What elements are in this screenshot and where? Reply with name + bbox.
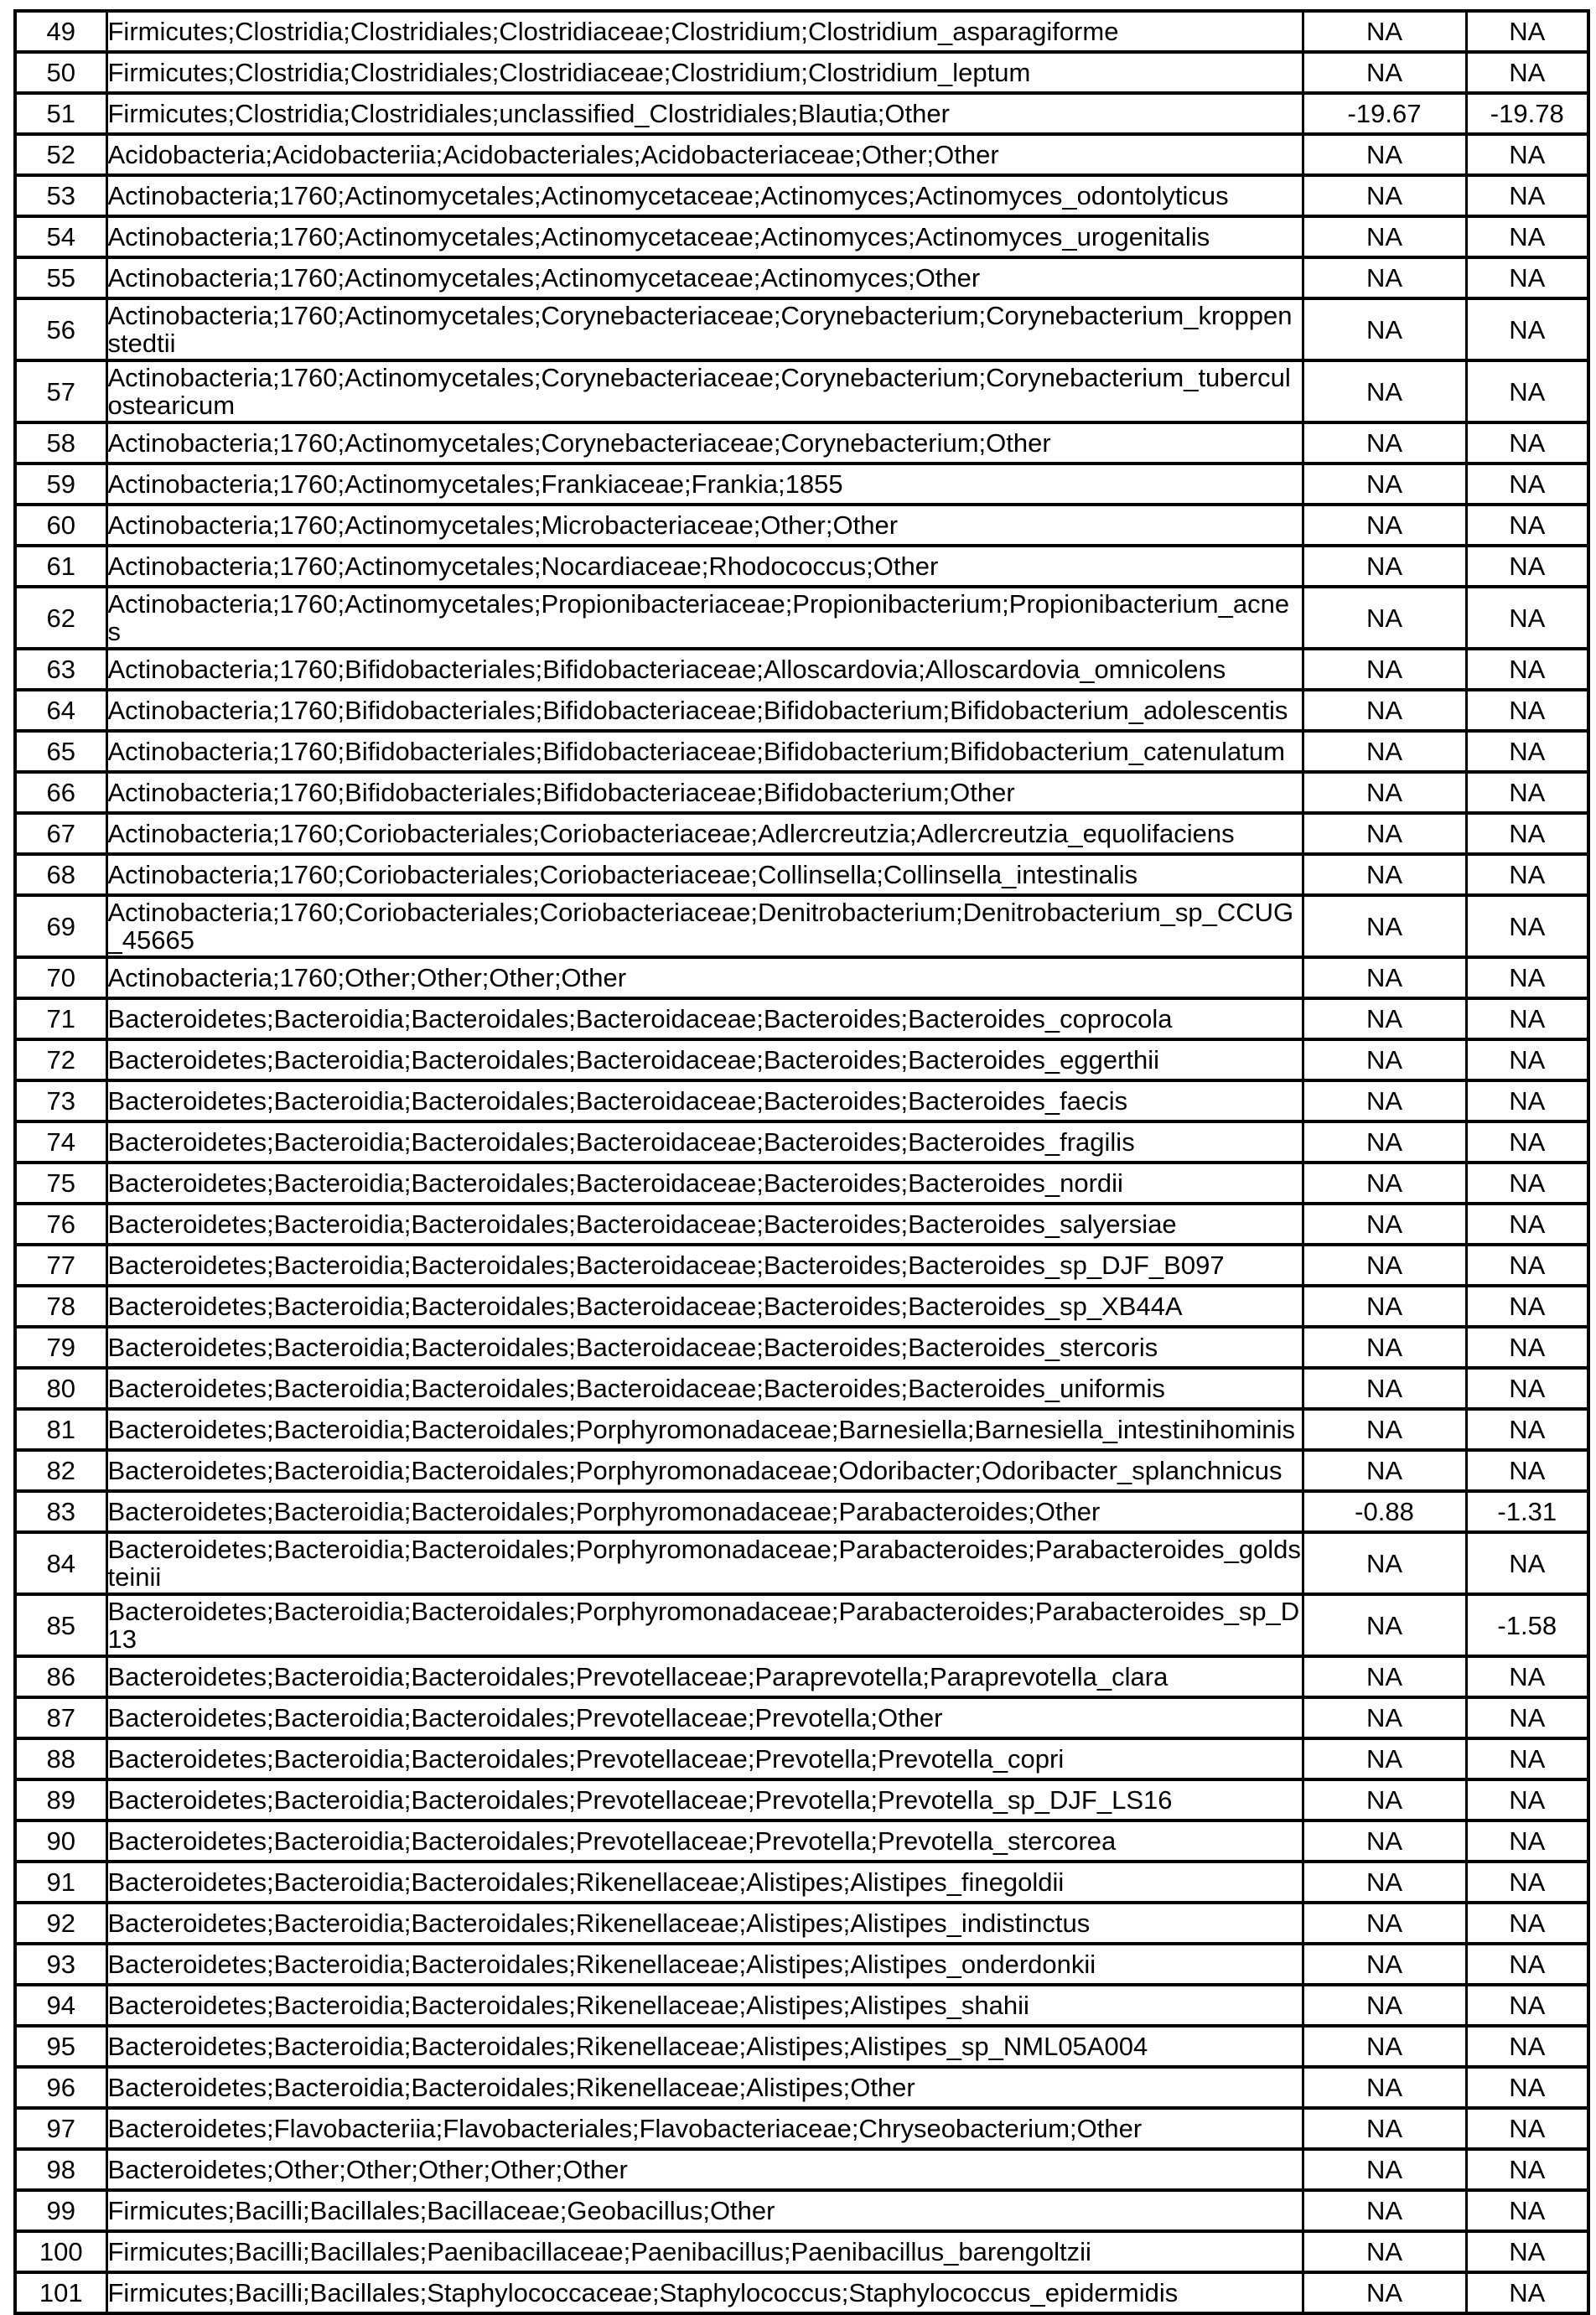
table-row xyxy=(15,360,1588,422)
table-row xyxy=(15,1368,1588,1409)
value-2-cell: NA xyxy=(1466,587,1588,649)
taxonomy-cell: Actinobacteria;1760;Bifidobacteriales;Bifidobacteriaceae;Bifidobacterium;Bifidobacterium_catenulatum xyxy=(106,731,1303,772)
table-row xyxy=(15,1039,1588,1080)
value-1-cell: NA xyxy=(1303,854,1466,895)
taxonomy-cell: Firmicutes;Bacilli;Bacillales;Staphylococcaceae;Staphylococcus;Staphylococcus_epidermidis xyxy=(106,2272,1303,2313)
table-row xyxy=(15,1204,1588,1245)
taxonomy-cell: Actinobacteria;1760;Actinomycetales;Actinomycetaceae;Actinomyces;Actinomyces_odontolyticus xyxy=(106,175,1303,216)
table-row xyxy=(15,2026,1588,2067)
row-number-cell: 60 xyxy=(15,505,106,546)
taxonomy-cell: Actinobacteria;1760;Actinomycetales;Propionibacteriaceae;Propionibacterium;Propionibacterium_acnes xyxy=(106,587,1303,649)
row-number-cell: 88 xyxy=(15,1738,106,1779)
value-1-cell: NA xyxy=(1303,1121,1466,1163)
table-row xyxy=(15,2231,1588,2272)
taxonomy-cell: Bacteroidetes;Bacteroidia;Bacteroidales;Bacteroidaceae;Bacteroides;Bacteroides_faecis xyxy=(106,1080,1303,1121)
taxonomy-cell: Bacteroidetes;Bacteroidia;Bacteroidales;Rikenellaceae;Alistipes;Alistipes_shahii xyxy=(106,1985,1303,2026)
value-1-cell: NA xyxy=(1303,1738,1466,1779)
row-number-cell: 65 xyxy=(15,731,106,772)
value-1-cell: NA xyxy=(1303,2026,1466,2067)
value-2-cell: NA xyxy=(1466,175,1588,216)
taxonomy-cell: Bacteroidetes;Bacteroidia;Bacteroidales;Porphyromonadaceae;Barnesiella;Barnesiella_intestinihominis xyxy=(106,1409,1303,1450)
taxonomy-cell: Actinobacteria;1760;Bifidobacteriales;Bifidobacteriaceae;Bifidobacterium;Other xyxy=(106,772,1303,813)
taxonomy-cell: Bacteroidetes;Bacteroidia;Bacteroidales;Prevotellaceae;Prevotella;Prevotella_sp_DJF_LS16 xyxy=(106,1779,1303,1820)
taxonomy-cell: Firmicutes;Bacilli;Bacillales;Paenibacillaceae;Paenibacillus;Paenibacillus_barengoltzii xyxy=(106,2231,1303,2272)
value-2-cell: NA xyxy=(1466,1656,1588,1697)
taxonomy-cell: Firmicutes;Bacilli;Bacillales;Bacillaceae;Geobacillus;Other xyxy=(106,2190,1303,2231)
value-1-cell: NA xyxy=(1303,257,1466,298)
value-1-cell: NA xyxy=(1303,175,1466,216)
value-1-cell: NA xyxy=(1303,1697,1466,1738)
row-number-cell: 97 xyxy=(15,2108,106,2149)
value-2-cell: NA xyxy=(1466,649,1588,690)
row-number-cell: 70 xyxy=(15,957,106,998)
row-number-cell: 91 xyxy=(15,1862,106,1903)
row-number-cell: 59 xyxy=(15,464,106,505)
value-1-cell: NA xyxy=(1303,1944,1466,1985)
taxonomy-cell: Bacteroidetes;Bacteroidia;Bacteroidales;Porphyromonadaceae;Parabacteroides;Other xyxy=(106,1491,1303,1532)
value-2-cell: NA xyxy=(1466,1450,1588,1491)
value-2-cell: NA xyxy=(1466,1163,1588,1204)
value-1-cell: NA xyxy=(1303,11,1466,52)
value-2-cell: -19.78 xyxy=(1466,93,1588,134)
table-row xyxy=(15,1080,1588,1121)
row-number-cell: 77 xyxy=(15,1245,106,1286)
value-2-cell: NA xyxy=(1466,1532,1588,1594)
taxonomy-cell: Bacteroidetes;Bacteroidia;Bacteroidales;Bacteroidaceae;Bacteroides;Bacteroides_uniformis xyxy=(106,1368,1303,1409)
value-2-cell: -1.31 xyxy=(1466,1491,1588,1532)
taxonomy-cell: Actinobacteria;1760;Bifidobacteriales;Bifidobacteriaceae;Alloscardovia;Alloscardovia_omnicolens xyxy=(106,649,1303,690)
taxonomy-cell: Bacteroidetes;Bacteroidia;Bacteroidales;Prevotellaceae;Prevotella;Prevotella_copri xyxy=(106,1738,1303,1779)
taxonomy-cell: Actinobacteria;1760;Coriobacteriales;Coriobacteriaceae;Denitrobacterium;Denitrobacterium_sp_CCUG_45665 xyxy=(106,895,1303,957)
value-2-cell: NA xyxy=(1466,1697,1588,1738)
row-number-cell: 73 xyxy=(15,1080,106,1121)
row-number-cell: 68 xyxy=(15,854,106,895)
table-row xyxy=(15,2272,1588,2313)
row-number-cell: 64 xyxy=(15,690,106,731)
table-row xyxy=(15,1594,1588,1656)
taxonomy-cell: Actinobacteria;1760;Actinomycetales;Actinomycetaceae;Actinomyces;Other xyxy=(106,257,1303,298)
value-2-cell: NA xyxy=(1466,772,1588,813)
value-1-cell: NA xyxy=(1303,1594,1466,1656)
value-2-cell: NA xyxy=(1466,134,1588,175)
taxonomy-table xyxy=(13,9,1590,2315)
value-2-cell: NA xyxy=(1466,2108,1588,2149)
table-row xyxy=(15,134,1588,175)
row-number-cell: 51 xyxy=(15,93,106,134)
value-1-cell: NA xyxy=(1303,1409,1466,1450)
value-1-cell: NA xyxy=(1303,1450,1466,1491)
row-number-cell: 94 xyxy=(15,1985,106,2026)
table-row xyxy=(15,93,1588,134)
value-1-cell: NA xyxy=(1303,360,1466,422)
value-1-cell: NA xyxy=(1303,772,1466,813)
value-1-cell: NA xyxy=(1303,813,1466,854)
value-2-cell: -1.58 xyxy=(1466,1594,1588,1656)
row-number-cell: 99 xyxy=(15,2190,106,2231)
value-2-cell: NA xyxy=(1466,731,1588,772)
value-2-cell: NA xyxy=(1466,957,1588,998)
table-row xyxy=(15,1985,1588,2026)
table-row xyxy=(15,854,1588,895)
table-row xyxy=(15,998,1588,1039)
value-2-cell: NA xyxy=(1466,505,1588,546)
value-2-cell: NA xyxy=(1466,813,1588,854)
value-1-cell: NA xyxy=(1303,998,1466,1039)
value-1-cell: NA xyxy=(1303,422,1466,464)
row-number-cell: 69 xyxy=(15,895,106,957)
value-2-cell: NA xyxy=(1466,1327,1588,1368)
taxonomy-cell: Bacteroidetes;Flavobacteriia;Flavobacteriales;Flavobacteriaceae;Chryseobacterium;Other xyxy=(106,2108,1303,2149)
value-1-cell: -0.88 xyxy=(1303,1491,1466,1532)
value-2-cell: NA xyxy=(1466,1903,1588,1944)
taxonomy-cell: Actinobacteria;1760;Actinomycetales;Nocardiaceae;Rhodococcus;Other xyxy=(106,546,1303,587)
row-number-cell: 90 xyxy=(15,1820,106,1862)
value-2-cell: NA xyxy=(1466,1121,1588,1163)
taxonomy-cell: Actinobacteria;1760;Actinomycetales;Corynebacteriaceae;Corynebacterium;Other xyxy=(106,422,1303,464)
value-2-cell: NA xyxy=(1466,1409,1588,1450)
table-row xyxy=(15,1532,1588,1594)
value-1-cell: -19.67 xyxy=(1303,93,1466,134)
taxonomy-cell: Bacteroidetes;Bacteroidia;Bacteroidales;Bacteroidaceae;Bacteroides;Bacteroides_fragilis xyxy=(106,1121,1303,1163)
value-2-cell: NA xyxy=(1466,1286,1588,1327)
value-1-cell: NA xyxy=(1303,957,1466,998)
value-1-cell: NA xyxy=(1303,649,1466,690)
table-row xyxy=(15,1450,1588,1491)
value-2-cell: NA xyxy=(1466,422,1588,464)
value-2-cell: NA xyxy=(1466,1245,1588,1286)
table-row xyxy=(15,422,1588,464)
value-1-cell: NA xyxy=(1303,1039,1466,1080)
value-2-cell: NA xyxy=(1466,998,1588,1039)
row-number-cell: 78 xyxy=(15,1286,106,1327)
value-1-cell: NA xyxy=(1303,1163,1466,1204)
value-2-cell: NA xyxy=(1466,11,1588,52)
taxonomy-cell: Actinobacteria;1760;Coriobacteriales;Coriobacteriaceae;Collinsella;Collinsella_intestinalis xyxy=(106,854,1303,895)
taxonomy-cell: Actinobacteria;1760;Coriobacteriales;Coriobacteriaceae;Adlercreutzia;Adlercreutzia_equolifaciens xyxy=(106,813,1303,854)
table-row xyxy=(15,11,1588,52)
value-1-cell: NA xyxy=(1303,464,1466,505)
row-number-cell: 80 xyxy=(15,1368,106,1409)
table-row xyxy=(15,2190,1588,2231)
row-number-cell: 95 xyxy=(15,2026,106,2067)
row-number-cell: 67 xyxy=(15,813,106,854)
row-number-cell: 96 xyxy=(15,2067,106,2108)
table-row xyxy=(15,1820,1588,1862)
row-number-cell: 76 xyxy=(15,1204,106,1245)
row-number-cell: 100 xyxy=(15,2231,106,2272)
value-1-cell: NA xyxy=(1303,1820,1466,1862)
value-1-cell: NA xyxy=(1303,1327,1466,1368)
value-1-cell: NA xyxy=(1303,1779,1466,1820)
value-2-cell: NA xyxy=(1466,1820,1588,1862)
value-1-cell: NA xyxy=(1303,1245,1466,1286)
value-1-cell: NA xyxy=(1303,2067,1466,2108)
row-number-cell: 101 xyxy=(15,2272,106,2313)
taxonomy-cell: Acidobacteria;Acidobacteriia;Acidobacteriales;Acidobacteriaceae;Other;Other xyxy=(106,134,1303,175)
table-row xyxy=(15,546,1588,587)
table-row xyxy=(15,957,1588,998)
value-1-cell: NA xyxy=(1303,1080,1466,1121)
value-1-cell: NA xyxy=(1303,2231,1466,2272)
table-row xyxy=(15,1409,1588,1450)
row-number-cell: 74 xyxy=(15,1121,106,1163)
table-row xyxy=(15,1738,1588,1779)
value-1-cell: NA xyxy=(1303,2108,1466,2149)
table-row xyxy=(15,1903,1588,1944)
row-number-cell: 89 xyxy=(15,1779,106,1820)
row-number-cell: 49 xyxy=(15,11,106,52)
value-1-cell: NA xyxy=(1303,1656,1466,1697)
table-row xyxy=(15,1779,1588,1820)
row-number-cell: 87 xyxy=(15,1697,106,1738)
taxonomy-cell: Bacteroidetes;Bacteroidia;Bacteroidales;Bacteroidaceae;Bacteroides;Bacteroides_stercoris xyxy=(106,1327,1303,1368)
taxonomy-cell: Bacteroidetes;Bacteroidia;Bacteroidales;Bacteroidaceae;Bacteroides;Bacteroides_nordii xyxy=(106,1163,1303,1204)
table-row xyxy=(15,1697,1588,1738)
value-1-cell: NA xyxy=(1303,298,1466,360)
row-number-cell: 57 xyxy=(15,360,106,422)
taxonomy-cell: Bacteroidetes;Bacteroidia;Bacteroidales;Prevotellaceae;Paraprevotella;Paraprevotella_clara xyxy=(106,1656,1303,1697)
value-2-cell: NA xyxy=(1466,1039,1588,1080)
table-body xyxy=(15,11,1588,2313)
value-2-cell: NA xyxy=(1466,1985,1588,2026)
table-row xyxy=(15,731,1588,772)
value-2-cell: NA xyxy=(1466,1368,1588,1409)
row-number-cell: 81 xyxy=(15,1409,106,1450)
taxonomy-cell: Bacteroidetes;Bacteroidia;Bacteroidales;Bacteroidaceae;Bacteroides;Bacteroides_eggerthii xyxy=(106,1039,1303,1080)
value-2-cell: NA xyxy=(1466,2149,1588,2190)
value-2-cell: NA xyxy=(1466,216,1588,257)
value-2-cell: NA xyxy=(1466,2190,1588,2231)
row-number-cell: 82 xyxy=(15,1450,106,1491)
taxonomy-cell: Actinobacteria;1760;Actinomycetales;Microbacteriaceae;Other;Other xyxy=(106,505,1303,546)
table-row xyxy=(15,1944,1588,1985)
value-2-cell: NA xyxy=(1466,1738,1588,1779)
value-2-cell: NA xyxy=(1466,2026,1588,2067)
row-number-cell: 85 xyxy=(15,1594,106,1656)
table-row xyxy=(15,1656,1588,1697)
row-number-cell: 98 xyxy=(15,2149,106,2190)
value-2-cell: NA xyxy=(1466,298,1588,360)
table-row xyxy=(15,813,1588,854)
taxonomy-cell: Bacteroidetes;Bacteroidia;Bacteroidales;Bacteroidaceae;Bacteroides;Bacteroides_sp_DJF_B097 xyxy=(106,1245,1303,1286)
value-2-cell: NA xyxy=(1466,257,1588,298)
value-1-cell: NA xyxy=(1303,1368,1466,1409)
value-2-cell: NA xyxy=(1466,2067,1588,2108)
value-1-cell: NA xyxy=(1303,690,1466,731)
table-row xyxy=(15,1491,1588,1532)
value-1-cell: NA xyxy=(1303,134,1466,175)
taxonomy-cell: Actinobacteria;1760;Other;Other;Other;Other xyxy=(106,957,1303,998)
taxonomy-cell: Bacteroidetes;Bacteroidia;Bacteroidales;Rikenellaceae;Alistipes;Other xyxy=(106,2067,1303,2108)
value-2-cell: NA xyxy=(1466,2231,1588,2272)
taxonomy-cell: Actinobacteria;1760;Bifidobacteriales;Bifidobacteriaceae;Bifidobacterium;Bifidobacterium_adolescentis xyxy=(106,690,1303,731)
value-1-cell: NA xyxy=(1303,731,1466,772)
taxonomy-cell: Firmicutes;Clostridia;Clostridiales;Clostridiaceae;Clostridium;Clostridium_asparagiforme xyxy=(106,11,1303,52)
taxonomy-cell: Firmicutes;Clostridia;Clostridiales;Clostridiaceae;Clostridium;Clostridium_leptum xyxy=(106,52,1303,93)
taxonomy-cell: Actinobacteria;1760;Actinomycetales;Corynebacteriaceae;Corynebacterium;Corynebacterium_kroppenstedtii xyxy=(106,298,1303,360)
row-number-cell: 62 xyxy=(15,587,106,649)
table-row xyxy=(15,1245,1588,1286)
value-1-cell: NA xyxy=(1303,587,1466,649)
table-row xyxy=(15,464,1588,505)
row-number-cell: 92 xyxy=(15,1903,106,1944)
taxonomy-cell: Bacteroidetes;Bacteroidia;Bacteroidales;Prevotellaceae;Prevotella;Other xyxy=(106,1697,1303,1738)
value-1-cell: NA xyxy=(1303,1532,1466,1594)
table-row xyxy=(15,587,1588,649)
row-number-cell: 93 xyxy=(15,1944,106,1985)
row-number-cell: 58 xyxy=(15,422,106,464)
table-row xyxy=(15,649,1588,690)
value-1-cell: NA xyxy=(1303,216,1466,257)
taxonomy-cell: Bacteroidetes;Bacteroidia;Bacteroidales;Porphyromonadaceae;Parabacteroides;Parabacteroides_goldsteinii xyxy=(106,1532,1303,1594)
value-1-cell: NA xyxy=(1303,2272,1466,2313)
taxonomy-cell: Actinobacteria;1760;Actinomycetales;Corynebacteriaceae;Corynebacterium;Corynebacterium_tuberculostearicum xyxy=(106,360,1303,422)
taxonomy-cell: Firmicutes;Clostridia;Clostridiales;unclassified_Clostridiales;Blautia;Other xyxy=(106,93,1303,134)
table-row xyxy=(15,690,1588,731)
taxonomy-cell: Bacteroidetes;Other;Other;Other;Other;Other xyxy=(106,2149,1303,2190)
value-1-cell: NA xyxy=(1303,2190,1466,2231)
value-2-cell: NA xyxy=(1466,1862,1588,1903)
table-row xyxy=(15,1862,1588,1903)
row-number-cell: 84 xyxy=(15,1532,106,1594)
row-number-cell: 75 xyxy=(15,1163,106,1204)
value-1-cell: NA xyxy=(1303,1204,1466,1245)
taxonomy-cell: Bacteroidetes;Bacteroidia;Bacteroidales;Rikenellaceae;Alistipes;Alistipes_indistinctus xyxy=(106,1903,1303,1944)
table-row xyxy=(15,257,1588,298)
table-row xyxy=(15,772,1588,813)
value-1-cell: NA xyxy=(1303,505,1466,546)
table-row xyxy=(15,2067,1588,2108)
value-1-cell: NA xyxy=(1303,1903,1466,1944)
value-2-cell: NA xyxy=(1466,52,1588,93)
value-1-cell: NA xyxy=(1303,52,1466,93)
value-2-cell: NA xyxy=(1466,895,1588,957)
value-2-cell: NA xyxy=(1466,854,1588,895)
value-2-cell: NA xyxy=(1466,1779,1588,1820)
value-1-cell: NA xyxy=(1303,1286,1466,1327)
table-row xyxy=(15,1121,1588,1163)
value-2-cell: NA xyxy=(1466,690,1588,731)
value-2-cell: NA xyxy=(1466,1080,1588,1121)
taxonomy-cell: Bacteroidetes;Bacteroidia;Bacteroidales;Bacteroidaceae;Bacteroides;Bacteroides_salyersiae xyxy=(106,1204,1303,1245)
taxonomy-cell: Actinobacteria;1760;Actinomycetales;Actinomycetaceae;Actinomyces;Actinomyces_urogenitalis xyxy=(106,216,1303,257)
row-number-cell: 61 xyxy=(15,546,106,587)
row-number-cell: 55 xyxy=(15,257,106,298)
table-row xyxy=(15,298,1588,360)
value-1-cell: NA xyxy=(1303,2149,1466,2190)
taxonomy-cell: Bacteroidetes;Bacteroidia;Bacteroidales;Prevotellaceae;Prevotella;Prevotella_stercorea xyxy=(106,1820,1303,1862)
row-number-cell: 66 xyxy=(15,772,106,813)
value-2-cell: NA xyxy=(1466,2272,1588,2313)
table-row xyxy=(15,2108,1588,2149)
taxonomy-cell: Bacteroidetes;Bacteroidia;Bacteroidales;Rikenellaceae;Alistipes;Alistipes_sp_NML05A004 xyxy=(106,2026,1303,2067)
taxonomy-cell: Bacteroidetes;Bacteroidia;Bacteroidales;Rikenellaceae;Alistipes;Alistipes_onderdonkii xyxy=(106,1944,1303,1985)
row-number-cell: 86 xyxy=(15,1656,106,1697)
row-number-cell: 63 xyxy=(15,649,106,690)
value-1-cell: NA xyxy=(1303,1985,1466,2026)
row-number-cell: 79 xyxy=(15,1327,106,1368)
row-number-cell: 52 xyxy=(15,134,106,175)
row-number-cell: 53 xyxy=(15,175,106,216)
table-row xyxy=(15,2149,1588,2190)
row-number-cell: 71 xyxy=(15,998,106,1039)
taxonomy-cell: Bacteroidetes;Bacteroidia;Bacteroidales;Bacteroidaceae;Bacteroides;Bacteroides_coprocola xyxy=(106,998,1303,1039)
taxonomy-cell: Bacteroidetes;Bacteroidia;Bacteroidales;Rikenellaceae;Alistipes;Alistipes_finegoldii xyxy=(106,1862,1303,1903)
table-row xyxy=(15,175,1588,216)
row-number-cell: 83 xyxy=(15,1491,106,1532)
table-row xyxy=(15,216,1588,257)
value-1-cell: NA xyxy=(1303,895,1466,957)
taxonomy-cell: Bacteroidetes;Bacteroidia;Bacteroidales;Porphyromonadaceae;Odoribacter;Odoribacter_splanchnicus xyxy=(106,1450,1303,1491)
table-row xyxy=(15,505,1588,546)
value-1-cell: NA xyxy=(1303,1862,1466,1903)
row-number-cell: 56 xyxy=(15,298,106,360)
value-2-cell: NA xyxy=(1466,1944,1588,1985)
taxonomy-cell: Bacteroidetes;Bacteroidia;Bacteroidales;Bacteroidaceae;Bacteroides;Bacteroides_sp_XB44A xyxy=(106,1286,1303,1327)
table-row xyxy=(15,895,1588,957)
table-row xyxy=(15,52,1588,93)
row-number-cell: 72 xyxy=(15,1039,106,1080)
row-number-cell: 54 xyxy=(15,216,106,257)
value-2-cell: NA xyxy=(1466,360,1588,422)
value-2-cell: NA xyxy=(1466,1204,1588,1245)
value-1-cell: NA xyxy=(1303,546,1466,587)
value-2-cell: NA xyxy=(1466,546,1588,587)
table-row xyxy=(15,1163,1588,1204)
value-2-cell: NA xyxy=(1466,464,1588,505)
table-row xyxy=(15,1286,1588,1327)
taxonomy-cell: Actinobacteria;1760;Actinomycetales;Frankiaceae;Frankia;1855 xyxy=(106,464,1303,505)
taxonomy-cell: Bacteroidetes;Bacteroidia;Bacteroidales;Porphyromonadaceae;Parabacteroides;Parabacteroides_sp_D13 xyxy=(106,1594,1303,1656)
row-number-cell: 50 xyxy=(15,52,106,93)
table-row xyxy=(15,1327,1588,1368)
